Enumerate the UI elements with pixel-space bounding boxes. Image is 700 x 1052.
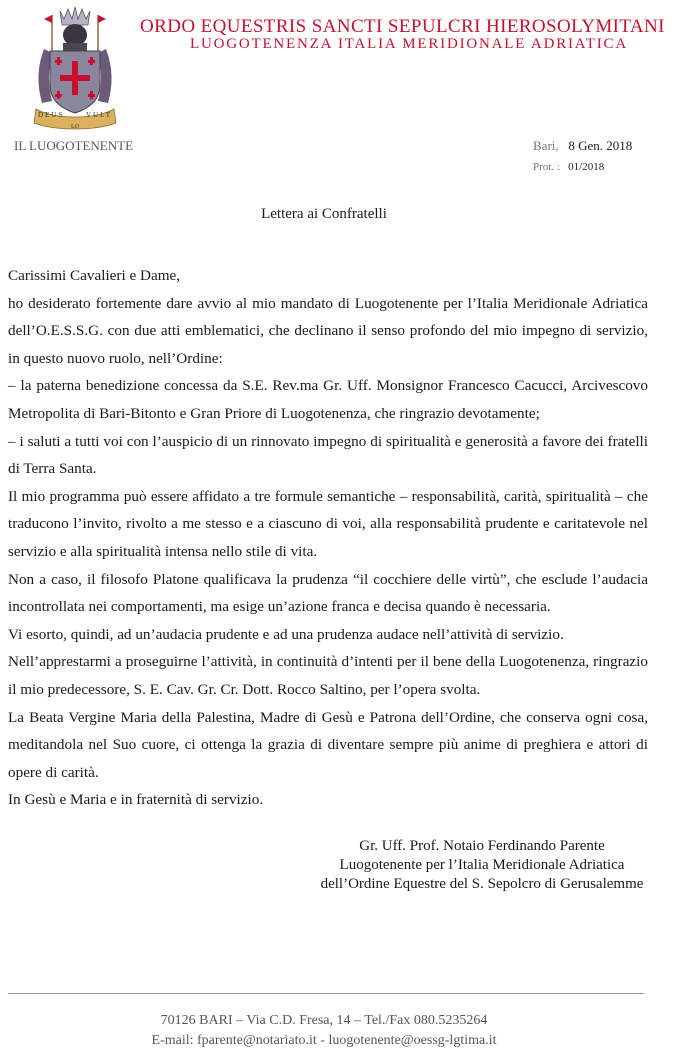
office-label: IL LUOGOTENENTE [14,138,134,153]
letter-body [8,262,648,814]
protocol-line [533,161,604,173]
body-paragraph: – i saluti a tutti voi con l’auspicio di un rinnovato impegno di spiritualità e generosità a favore dei fratelli di Terra Santa. [8,432,648,478]
org-title: ORDO EQUESTRIS SANCTI SEPULCRI HIEROSOLYMITANI [140,16,665,37]
body-paragraph: Nell’apprestarmi a proseguirne l’attività, in continuità d’intenti per il bene della Luogotenenza, ringrazio il mio predecessore, S. E. Cav. Gr. Cr. Dott. Rocco Saltino, per l’opera svolta. [8,653,648,698]
letter-date: 8 Gen. 2018 [568,138,633,153]
body-paragraph: Il mio programma può essere affidato a tre formule semantiche – responsabilità, carità, spiritualità – che traducono l’invito, rivolto a me stesso e a ciascuno di voi, alla responsabilità prudente e caritatevole nel servizio e alla spiritualità intensa nello stile di vita. [8,487,648,560]
crest-helmet [60,7,90,51]
body-paragraph: ho desiderato fortemente dare avvio al mio mandato di Luogotenente per l’Italia Meridionale Adriatica dell’O.E.S.S.G. con due atti emblematici, che declinano il senso profondo del mio impegno di servizio, in questo nuovo ruolo, nell’Ordine: [8,294,648,367]
body-paragraph: Non a caso, il filosofo Platone qualificava la prudenza “il cocchiere delle virtù”, che esclude l’audacia incontrollata nei comportamenti, ma esige un’azione franca e decisa quando è necessaria. [8,570,648,616]
protocol-number: 01/2018 [568,161,605,173]
footer [0,1011,648,1051]
body-paragraph: In Gesù e Maria e in fraternità di servizio. [8,791,264,809]
footer-address: 70126 BARI – Via C.D. Fresa, 14 – Tel./Fax 080.5235264 [160,1013,488,1028]
letter-subject: Lettera ai Confratelli [261,206,387,222]
signatory-name: Gr. Uff. Prof. Notaio Ferdinando Parente [359,838,605,854]
org-subtitle: LUOGOTENENZA ITALIA MERIDIONALE ADRIATICA [190,36,628,52]
protocol-label: Prot. : [533,161,560,173]
footer-divider [8,993,644,994]
place-label: Bari, [533,138,559,153]
body-paragraph: – la paterna benedizione concessa da S.E. Rev.ma Gr. Uff. Monsignor Francesco Cacucci, Arcivescovo Metropolita di Bari-Bitonto e Gran Priore di Luogotenenza, che ringrazio devotamente; [8,377,648,422]
footer-emails: E-mail: fparente@notariato.it - luogotenente@oessg-lgtima.it [151,1033,497,1048]
date-line [533,138,632,154]
crest-motto [38,111,112,119]
signatory-order: dell’Ordine Equestre del S. Sepolcro di Gerusalemme [320,876,644,892]
signatory-role: Luogotenente per l’Italia Meridionale Adriatica [339,857,625,873]
crest-motto-left: DEUS [38,111,65,119]
body-paragraph: Vi esorto, quindi, ad un’audacia prudente e ad una prudenza audace nell’attività di servizio. [8,625,564,643]
crest-motto-bottom: LO [71,124,79,130]
body-paragraph: Carissimi Cavalieri e Dame, [8,267,181,284]
crest-motto-right: VULT [85,111,112,119]
body-paragraph: La Beata Vergine Maria della Palestina, Madre di Gesù e Patrona dell’Ordine, che conserva ogni cosa, meditandola nel Suo cuore, ci ottenga la grazia di diventare sempre più anime di preghiera e attori di opere di carità. [8,708,648,781]
signature-block [300,837,664,894]
